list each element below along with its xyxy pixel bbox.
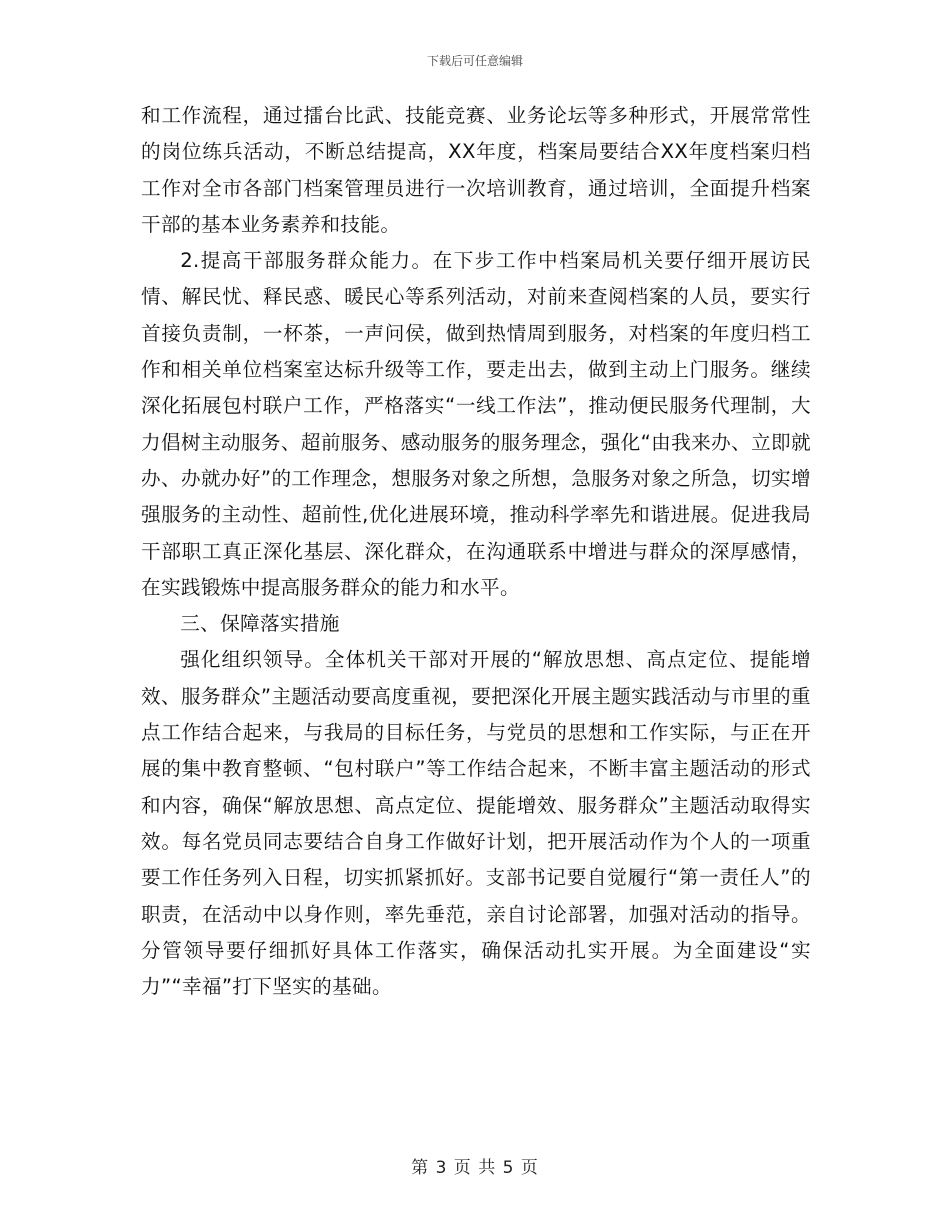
paragraph-continued: 和工作流程，通过擂台比武、技能竞赛、业务论坛等多种形式，开展常常性的岗位练兵活动，不断总结提高，XX年度，档案局要结合XX年度档案归档工作对全市各部门档案管理员进行一次培训教育，通过培训，全面提升档案干部的基本业务素养和技能。 (141, 104, 811, 236)
section-heading: 三、保障落实措施 (180, 612, 340, 636)
page-number: 第 3 页 共 5 页 (411, 1158, 539, 1178)
document-body (141, 98, 811, 1005)
page-header-note: 下载后可任意编辑 (426, 54, 523, 68)
paragraph-organization-leadership: 强化组织领导。全体机关干部对开展的“解放思想、高点定位、提能增效、服务群众”主题活动要高度重视，要把深化开展主题实践活动与市里的重点工作结合起来，与我局的目标任务，与党员的思想和工作实际，与正在开展的集中教育整顿、“包村联户”等工作结合起来，不断丰富主题活动的形式和内容，确保“解放思想、高点定位、提能增效、服务群众”主题活动取得实效。每名党员同志要结合自身工作做好计划，把开展活动作为个人的一项重要工作任务列入日程，切实抓紧抓好。支部书记要自觉履行“第一责任人”的职责，在活动中以身作则，率先垂范，亲自讨论部署，加强对活动的指导。分管领导要仔细抓好具体工作落实，确保活动扎实开展。为全面建设“实力”“幸福”打下坚实的基础。 (141, 648, 811, 999)
paragraph-service-ability: 2.提高干部服务群众能力。在下步工作中档案局机关要仔细开展访民情、解民忧、释民惑、暖民心等系列活动，对前来查阅档案的人员，要实行首接负责制，一杯茶，一声问侯，做到热情周到服务，对档案的年度归档工作和相关单位档案室达标升级等工作，要走出去，做到主动上门服务。继续深化拓展包村联户工作，严格落实“一线工作法”，推动便民服务代理制，大力倡树主动服务、超前服务、感动服务的服务理念，强化“由我来办、立即就办、办就办好”的工作理念，想服务对象之所想，急服务对象之所急，切实增强服务的主动性、超前性,优化进展环境，推动科学率先和谐进展。促进我局干部职工真正深化基层、深化群众，在沟通联系中增进与群众的深厚感情，在实践锻炼中提高服务群众的能力和水平。 (141, 249, 811, 599)
